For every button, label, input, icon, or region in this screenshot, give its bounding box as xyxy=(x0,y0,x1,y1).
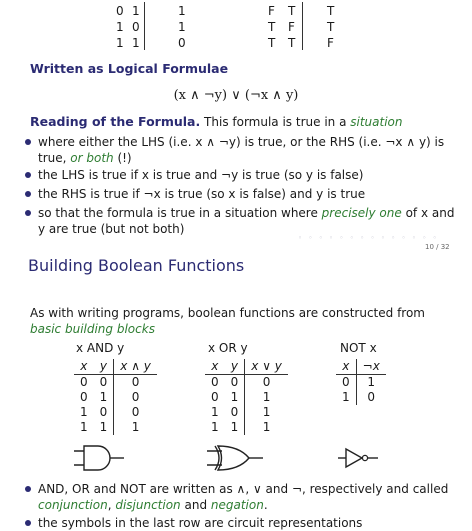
not-title: NOT x xyxy=(340,341,377,355)
bullet-emphasis: or both xyxy=(70,151,114,165)
not-gate-icon xyxy=(336,446,380,470)
table-row xyxy=(74,390,157,405)
cell: 1 xyxy=(367,375,376,389)
table-row xyxy=(336,375,386,391)
cell: F xyxy=(288,20,295,34)
table-row xyxy=(205,390,288,405)
cell: T xyxy=(288,36,296,50)
table-row xyxy=(205,420,288,435)
intro-text: As with writing programs, boolean functions are constructed from xyxy=(30,306,425,320)
cell: 0 xyxy=(131,405,140,419)
cell: 1 xyxy=(178,20,186,34)
table-row xyxy=(74,405,157,420)
bullet-text: AND, OR and NOT are written as ∧, ∨ and ¬, respectively and called xyxy=(38,482,449,496)
bullet-text-end: of x and y are true (but not both) xyxy=(38,206,455,236)
header-cell: x xyxy=(205,359,225,375)
cell: 1 xyxy=(178,4,186,18)
bullet-text: so that the formula is true in a situation where xyxy=(38,206,322,220)
cell: 0 xyxy=(132,20,140,34)
cell: 0 xyxy=(178,36,186,50)
cell: 0 xyxy=(116,4,124,18)
header-cell: x xyxy=(74,359,94,375)
cell: 0 xyxy=(94,405,114,420)
cell: 1 xyxy=(262,420,271,434)
or-truth-table xyxy=(205,359,288,435)
bullet-text-end: (!) xyxy=(113,151,132,165)
header-cell: x ∧ y xyxy=(114,359,157,375)
cell: F xyxy=(327,36,334,50)
bullet-text: where either the LHS (i.e. x ∧ ¬y) is true, or the RHS (i.e. ¬x ∧ y) is true, xyxy=(38,135,445,165)
bullet-text: and xyxy=(180,498,211,512)
and-truth-table xyxy=(74,359,157,435)
cell: 1 xyxy=(80,405,88,419)
header-cell: y xyxy=(225,359,245,375)
cell: 0 xyxy=(225,375,245,391)
not-truth-table xyxy=(336,359,386,405)
and-title: x AND y xyxy=(76,341,125,355)
cell: 1 xyxy=(132,36,140,50)
page-number: 10 / 32 xyxy=(425,243,450,251)
cell: 1 xyxy=(132,4,140,18)
cell: 1 xyxy=(94,390,114,405)
formula: (x ∧ ¬y) ∨ (¬x ∧ y) xyxy=(173,88,299,103)
cell: F xyxy=(268,4,275,18)
top-table-divider-right xyxy=(302,2,303,50)
cell: 1 xyxy=(116,36,124,50)
cell: T xyxy=(327,4,335,18)
cell: 0 xyxy=(211,375,219,389)
header-cell: y xyxy=(94,359,114,375)
cell: 0 xyxy=(367,390,376,404)
cell: 0 xyxy=(211,390,219,404)
bullet-text: the symbols in the last row are circuit representations xyxy=(38,516,363,530)
bullet-emphasis: precisely one xyxy=(321,206,402,220)
bullet-text-end: . xyxy=(263,498,268,512)
cell: 1 xyxy=(211,420,219,434)
intro-emphasis: basic building blocks xyxy=(30,322,155,336)
and-gate-icon xyxy=(72,443,126,473)
cell: T xyxy=(288,4,296,18)
bullet-text: the RHS is true if ¬x is true (so x is false) and y is true xyxy=(38,187,366,201)
cell: T xyxy=(268,36,276,50)
bullet-text: the LHS is true if x is true and ¬y is true (so y is false) xyxy=(38,168,364,182)
cell: 1 xyxy=(225,390,245,405)
cell: 1 xyxy=(116,20,124,34)
table-row xyxy=(336,390,386,405)
cell: 1 xyxy=(131,420,140,434)
or-title: x OR y xyxy=(208,341,248,355)
header-cell: ¬x xyxy=(356,359,386,375)
slide-title: Building Boolean Functions xyxy=(28,256,245,275)
or-gate-icon xyxy=(205,443,265,473)
table-row xyxy=(74,420,157,435)
cell: 1 xyxy=(80,420,88,434)
reading-heading: Reading of the Formula. xyxy=(30,114,201,129)
cell: 1 xyxy=(262,405,271,419)
list-item xyxy=(38,134,458,166)
conjunction-emphasis: conjunction xyxy=(38,498,108,512)
cell: T xyxy=(327,20,335,34)
cell: 1 xyxy=(336,390,356,405)
cell: 1 xyxy=(211,405,219,419)
cell: 0 xyxy=(131,390,140,404)
header-cell: x ∨ y xyxy=(245,359,288,375)
slide-navigation[interactable]: ◦ ◦ ◦ ◦ ◦ ◦ ◦ ◦ ◦ ◦ ◦ ◦ ◦ ◦ xyxy=(298,234,439,242)
cell: 1 xyxy=(262,390,271,404)
list-item xyxy=(38,167,458,183)
cell: 0 xyxy=(262,375,271,389)
cell: 0 xyxy=(94,375,114,391)
section-heading: Written as Logical Formulae xyxy=(30,61,229,76)
cell: 1 xyxy=(94,420,114,435)
cell: 0 xyxy=(225,405,245,420)
list-item xyxy=(38,205,458,237)
table-row xyxy=(205,375,288,391)
cell: 0 xyxy=(80,390,88,404)
cell: 0 xyxy=(336,375,356,391)
list-item xyxy=(38,481,458,513)
cell: 0 xyxy=(131,375,140,389)
table-row xyxy=(74,375,157,391)
bullet-text: , xyxy=(107,498,116,512)
negation-emphasis: negation xyxy=(210,498,264,512)
situation-emphasis: situation xyxy=(350,115,403,129)
top-truth-table xyxy=(112,2,352,52)
list-item xyxy=(38,186,458,202)
intro-paragraph xyxy=(30,305,440,337)
disjunction-emphasis: disjunction xyxy=(115,498,181,512)
table-row xyxy=(205,405,288,420)
header-cell: x xyxy=(336,359,356,375)
cell: 0 xyxy=(80,375,88,389)
reading-intro: This formula is true in a xyxy=(200,115,351,129)
cell: T xyxy=(268,20,276,34)
reading-paragraph xyxy=(30,114,460,129)
top-table-divider xyxy=(144,2,145,50)
cell: 1 xyxy=(225,420,245,435)
